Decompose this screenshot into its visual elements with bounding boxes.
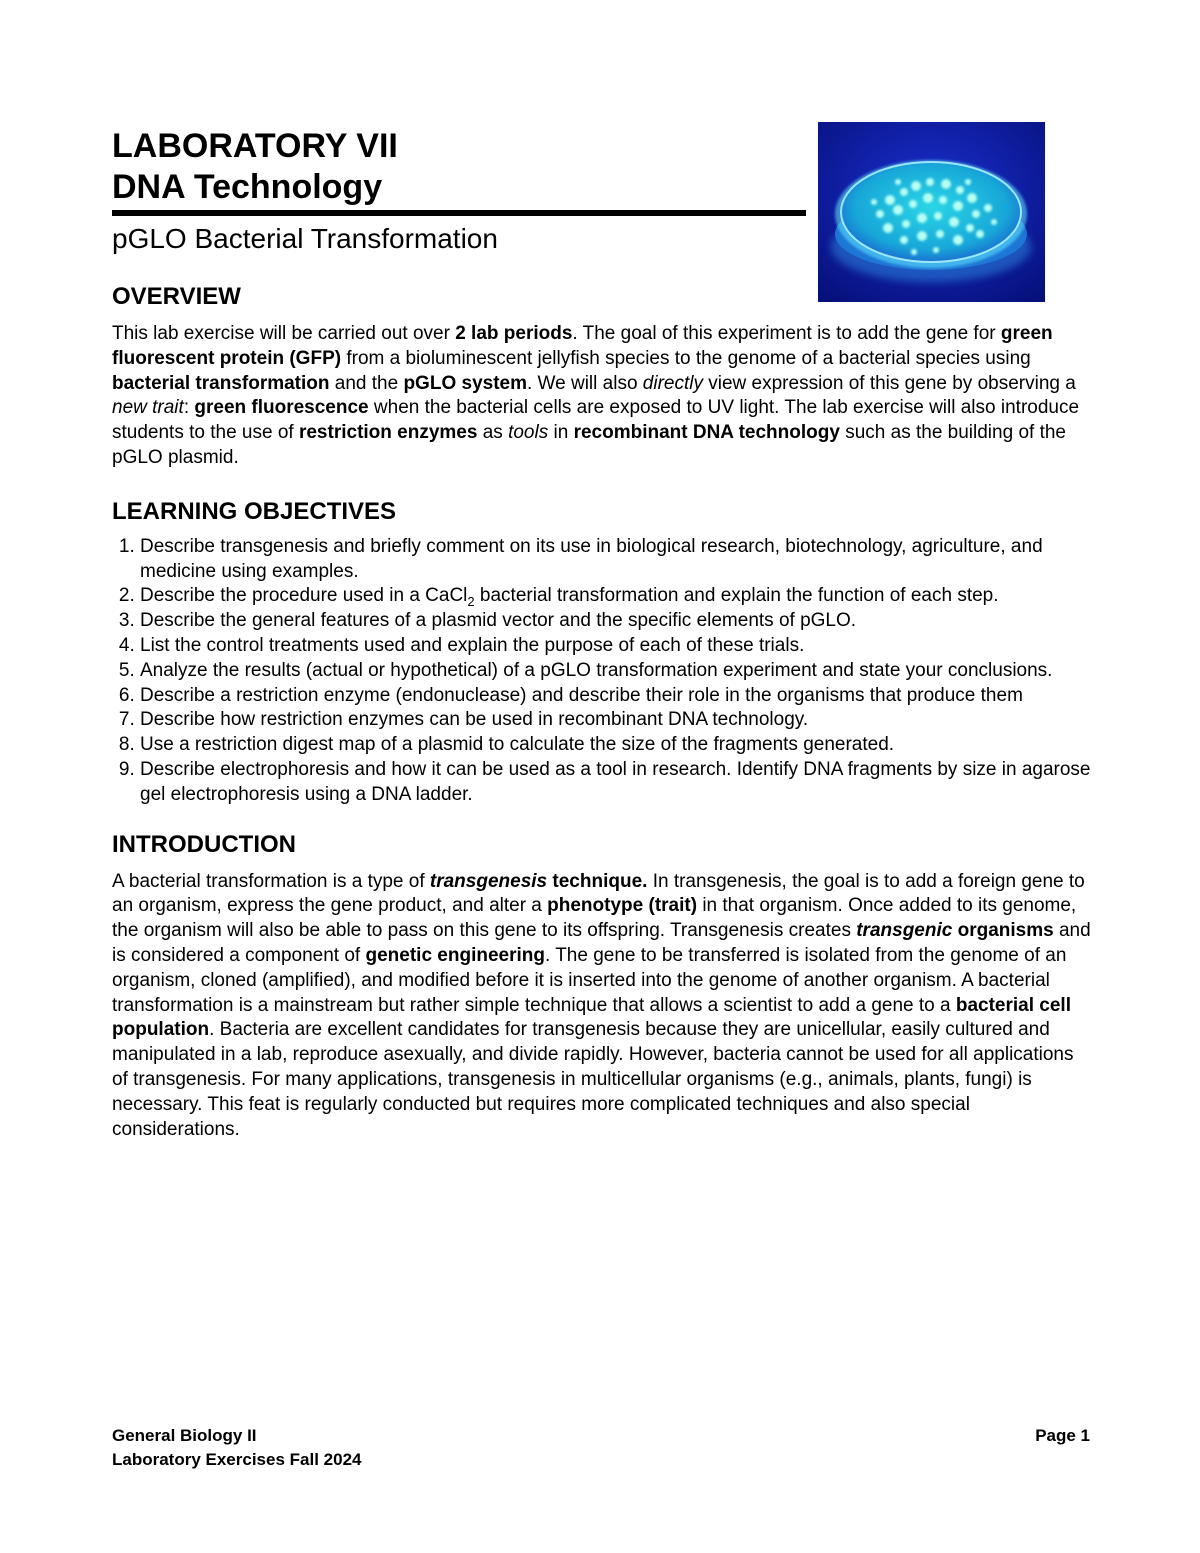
petri-dish-glowing-image — [818, 122, 1045, 302]
list-item: 6. Describe a restriction enzyme (endonuclease) and describe their role in the organisms that produce them — [140, 684, 1092, 709]
introduction-paragraph: A bacterial transformation is a type of transgenesis technique. In transgenesis, the goal is to add a foreign gene to an organism, express the gene product, and alter a phenotype (trait) in that organism. Once added to its genome, the organism will also be able to pass on this gene to its offspring. Transgenesis creates transgenic organisms and is considered a component of genetic engineering. The gene to be transferred is isolated from the genome of an organism, cloned (amplified), and modified before it is inserted into the genome of another organism. A bacterial transformation is a mainstream but rather simple technique that allows a scientist to add a gene to a bacterial cell population. Bacteria are excellent candidates for transgenesis because they are unicellular, easily cultured and manipulated in a lab, reproduce asexually, and divide rapidly. However, bacteria cannot be used for all applications of transgenesis. For many applications, transgenesis in multicellular organisms (e.g., animals, plants, fungi) is necessary. This feat is regularly conducted but requires more complicated techniques and also special considerations. — [112, 870, 1091, 1140]
introduction-heading: INTRODUCTION — [112, 830, 296, 858]
list-item: 2. Describe the procedure used in a CaCl$_2$ bacterial transformation and explain the function of each step. — [140, 584, 1092, 609]
page-title-topic: DNA Technology — [112, 168, 383, 206]
title-block — [112, 126, 806, 256]
page-footer — [112, 1424, 1090, 1472]
objectives-list — [112, 535, 1092, 808]
list-item: 3. Describe the general features of a plasmid vector and the specific elements of pGLO. — [140, 609, 1092, 634]
list-item: 4. List the control treatments used and explain the purpose of each of these trials. — [140, 634, 1092, 659]
overview-section — [112, 282, 1092, 471]
footer-term: Laboratory Exercises Fall 2024 — [112, 1450, 362, 1469]
page-number: Page 1 — [1035, 1426, 1090, 1445]
list-item: 1. Describe transgenesis and briefly comment on its use in biological research, biotechnology, agriculture, and medicine using examples. — [140, 535, 1092, 585]
list-item: 5. Analyze the results (actual or hypothetical) of a pGLO transformation experiment and state your conclusions. — [140, 659, 1092, 684]
list-item: 9. Describe electrophoresis and how it can be used as a tool in research. Identify DNA fragments by size in agarose gel electrophoresis using a DNA ladder. — [140, 758, 1092, 808]
learning-objectives-heading: LEARNING OBJECTIVES — [112, 497, 397, 525]
page-subtitle: pGLO Bacterial Transformation — [112, 223, 498, 254]
title-divider — [112, 210, 806, 216]
learning-objectives-section — [112, 497, 1092, 808]
footer-course: General Biology II — [112, 1426, 257, 1445]
list-item: 7. Describe how restriction enzymes can be used in recombinant DNA technology. — [140, 708, 1092, 733]
page-title: LABORATORY VII — [112, 127, 398, 165]
main-content — [112, 282, 1092, 1142]
list-item: 8. Use a restriction digest map of a plasmid to calculate the size of the fragments generated. — [140, 733, 1092, 758]
introduction-section — [112, 830, 1092, 1143]
overview-heading: OVERVIEW — [112, 283, 241, 310]
overview-paragraph: This lab exercise will be carried out over 2 lab periods. The goal of this experiment is to add the gene for green fluorescent protein (GFP) from a bioluminescent jellyfish species to the genome of a bacterial species using bacterial transformation and the pGLO system. We will also directly view expression of this gene by observing a new trait: green fluorescence when the bacterial cells are exposed to UV light. The lab exercise will also introduce students to the use of restriction enzymes as tools in recombinant DNA technology such as the building of the pGLO plasmid. — [112, 323, 1080, 468]
